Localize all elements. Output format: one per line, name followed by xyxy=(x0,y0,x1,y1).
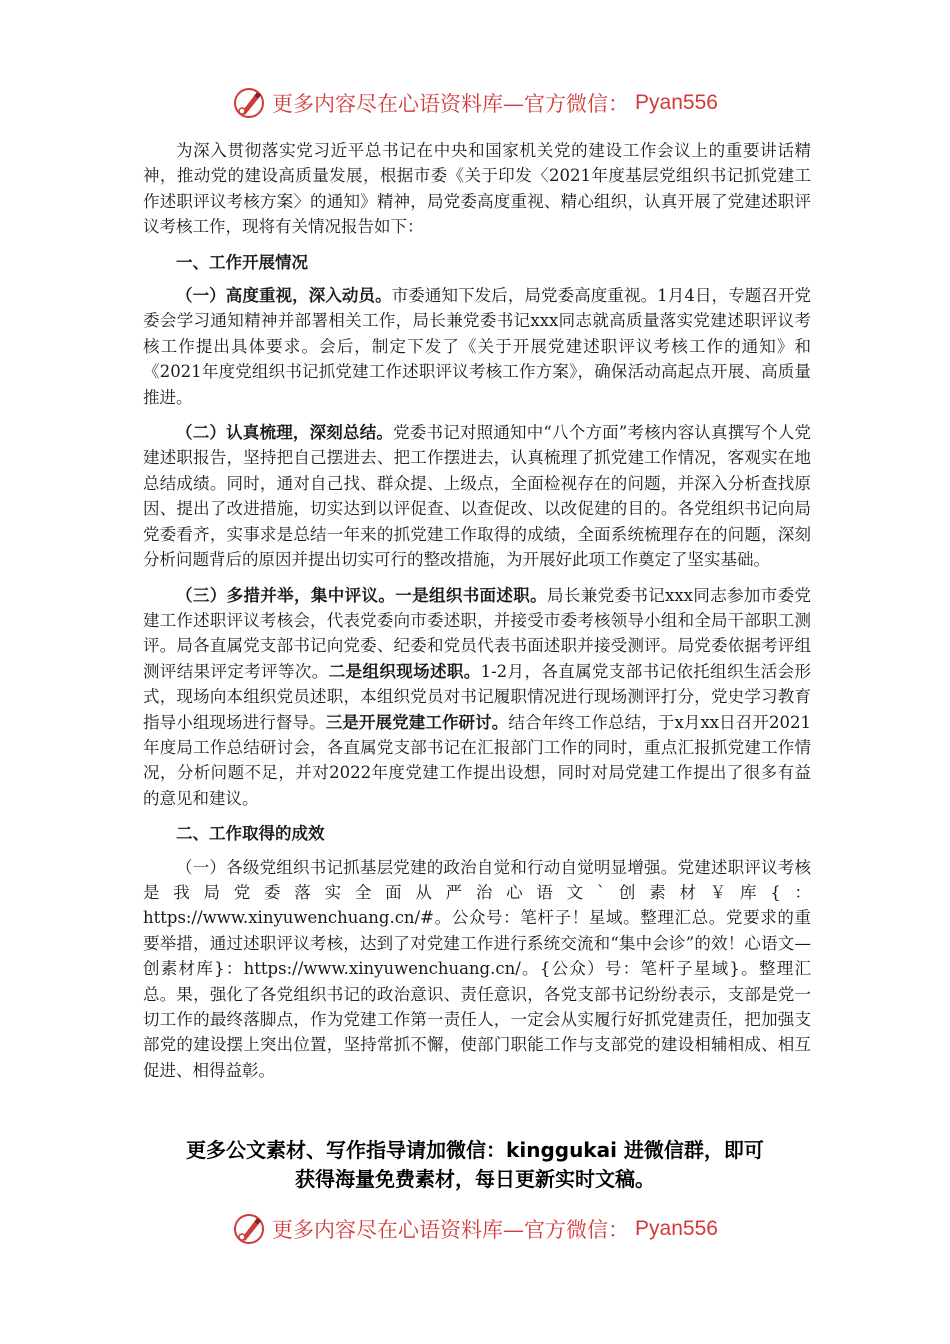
section1-p3-sub3-lead: 三是开展党建工作研讨。 xyxy=(325,712,509,732)
section1-paragraph-1 xyxy=(143,283,811,410)
promo-line-2: 获得海量免费素材，每日更新实时文稿。 xyxy=(295,1167,655,1191)
promo-line-1: 更多公文素材、写作指导请加微信：kinggukai 进微信群，即可 xyxy=(186,1138,764,1162)
section1-p3-sub1-lead: 一是组织书面述职。 xyxy=(395,585,548,605)
section1-paragraph-3 xyxy=(143,583,811,812)
watermark-handle: Pyan556 xyxy=(635,1217,718,1240)
watermark-handle: Pyan556 xyxy=(635,91,718,114)
section1-p3-sub3-text: 结合年终工作总结，于x月xx日召开2021年度局工作总结研讨会，各直属党支部书记在汇报部门工作的同时，重点汇报抓党建工作情况，分析问题不足，并对2022年度党建工作提出设想，同时对局党建工作提出了很多有益的意见和建议。 xyxy=(143,712,811,808)
section1-p1-lead: （一）高度重视，深入动员。 xyxy=(176,286,392,306)
section2-heading: 二、工作取得的成效 xyxy=(176,824,325,844)
document-body xyxy=(143,138,811,1093)
section1-p3-sub2-lead: 二是组织现场述职。 xyxy=(328,661,481,681)
header-watermark xyxy=(0,86,950,120)
pen-nib-circle-icon xyxy=(232,1212,266,1246)
watermark-text: 更多内容尽在心语资料库—官方微信： xyxy=(272,1218,630,1242)
section1-heading: 一、工作开展情况 xyxy=(176,252,308,272)
section1-paragraph-2 xyxy=(143,420,811,572)
footer-watermark xyxy=(0,1212,950,1246)
section1-p3-sub2-text: 1-2月，各直属党支部书记依托组织生活会形式，现场向本组织党员述职，本组织党员对书记履职情况进行现场测评打分，党史学习教育指导小组现场进行督导。 xyxy=(143,661,812,732)
promo-banner xyxy=(120,1136,830,1194)
section1-p2-text: 党委书记对照通知中“八个方面”考核内容认真撰写个人党建述职报告，坚持把自己摆进去、把工作摆进去，认真梳理了抓党建工作情况，客观实在地总结成绩。同时，通对自己找、群众提、上级点，全面检视存在的问题，并深入分析查找原因、提出了改进措施，切实达到以评促查、以查促改、以改促建的目的。各党组织书记向局党委看齐，实事求是总结一年来的抓党建工作取得的成绩，全面系统梳理存在的问题，深刻分析问题背后的原因并提出切实可行的整改措施，为开展好此项工作奠定了坚实基础。 xyxy=(143,423,811,570)
section2-paragraph-1: （一）各级党组织书记抓基层党建的政治自觉和行动自觉明显增强。党建述职评议考核是我局党委落实全面从严治心语文`创素材￥库{：https://www.xinyuwenchuang.cn/#。公众号：笔杆子！星域。整理汇总。党要求的重要举措，通过述职评议考核，达到了对党建工作进行系统交流和“集中会诊”的效！心语文—创素材库}：https://www.xinyuwenchuang.cn/。{公众）号：笔杆子星域}。整理汇总。果，强化了各党组织书记的政治意识、责任意识，各党支部书记纷纷表示，支部是党一切工作的最终落脚点，作为党建工作第一责任人，一定会从实履行好抓党建责任，把加强支部党的建设摆上突出位置，坚持常抓不懈，使部门职能工作与支部党的建设相辅相成、相互促进、相得益彰。 xyxy=(143,857,811,1080)
intro-paragraph: 为深入贯彻落实党习近平总书记在中央和国家机关党的建设工作会议上的重要讲话精神，推动党的建设高质量发展，根据市委《关于印发〈2021年度基层党组织书记抓党建工作述职评议考核方案〉的通知》精神，局党委高度重视、精心组织，认真开展了党建述职评议考核工作，现将有关情况报告如下： xyxy=(143,141,811,237)
section1-p1-text: 市委通知下发后，局党委高度重视。1月4日，专题召开党委会学习通知精神并部署相关工作，局长兼党委书记xxx同志就高质量落实党建述职评议考核工作提出具体要求。会后，制定下发了《关于开展党建述职评议考核工作的通知》和《2021年度党组织书记抓党建工作述职评议考核工作方案》，确保活动高起点开展、高质量推进。 xyxy=(143,286,812,407)
section1-p3-sub1-text: 局长兼党委书记xxx同志参加市委党建工作述职评议考核会，代表党委向市委述职，并接受市委考核领导小组和全局干部职工测评。局各直属党支部书记向党委、纪委和党员代表书面述职并接受测评。局党委依据考评组测评结果评定考评等次。 xyxy=(143,585,812,681)
watermark-text: 更多内容尽在心语资料库—官方微信： xyxy=(272,92,630,116)
section1-p2-lead: （二）认真梳理，深刻总结。 xyxy=(176,423,394,443)
section1-p3-lead: （三）多措并举，集中评议。 xyxy=(176,585,396,605)
pen-nib-circle-icon xyxy=(232,86,266,120)
